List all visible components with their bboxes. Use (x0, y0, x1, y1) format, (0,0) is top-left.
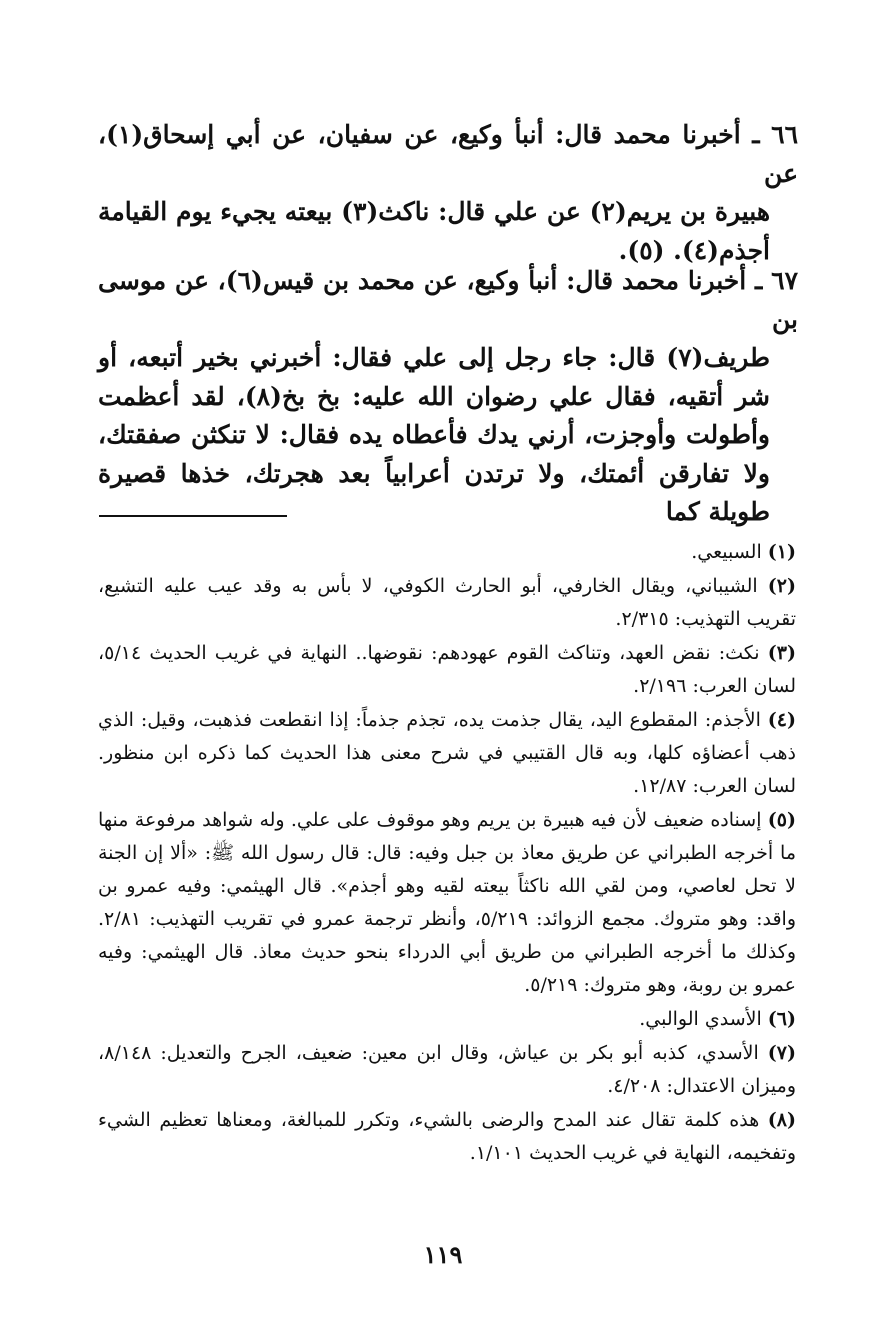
hadith-first-line: ٦٧ ـ أخبرنا محمد قال: أنبأ وكيع، عن محمد بن قيس(٦)، عن موسى بن (98, 266, 799, 334)
hadith-first-line: ٦٦ ـ أخبرنا محمد قال: أنبأ وكيع، عن سفيان، عن أبي إسحاق(١)، عن (98, 120, 798, 188)
footnote-text: نكث: نقض العهد، وتناكث القوم عهودهم: نقوضها.. النهاية في غريب الحديث ٥/١٤، لسان العرب: ٢/١٩٦. (98, 642, 796, 697)
footnote-text: السبيعي. (691, 541, 762, 563)
hadith-text: طريف(٧) قال: جاء رجل إلى علي فقال: أخبرني بخير أتبعه، أو شر أتقيه، فقال علي رضوان الله عليه: بخ بخ(٨)، لقد أعظمت وأطولت وأوجزت، أرني يدك فأعطاه يده فقال: لا تنكثن صفقتك، ولا تفارقن أئمتك، ولا ترتدن أعرابياً بعد هجرتك، خذها قصيرة طويلة كما (98, 343, 770, 526)
footnote-7 (98, 1037, 796, 1103)
footnote-2 (98, 570, 796, 636)
hadith-67 (98, 262, 798, 532)
footnote-number: (٤) (767, 709, 797, 731)
footnote-number: (٧) (767, 1042, 796, 1064)
footnote-6 (98, 1003, 796, 1036)
footnote-3 (98, 637, 796, 703)
footnotes (98, 536, 796, 1170)
footnote-number: (٦) (767, 1008, 796, 1030)
hadith-text: هبيرة بن يريم(٢) عن علي قال: ناكث(٣) بيعته يجيء يوم القيامة أجذم(٤). (٥). (98, 197, 771, 265)
page-number: ١١٩ (423, 1240, 463, 1269)
footnote-number: (١) (767, 541, 796, 563)
footnote-text: الأسدي، كذبه أبو بكر بن عياش، وقال ابن معين: ضعيف، الجرح والتعديل: ٨/١٤٨، وميزان الاعتدال: ٤/٢٠٨. (98, 1042, 796, 1097)
footnote-number: (٥) (767, 809, 797, 831)
hadith-66 (98, 116, 798, 270)
footnote-1 (98, 536, 796, 569)
footnote-divider (99, 515, 287, 517)
footnote-5 (98, 804, 796, 1002)
footnote-text: الأجذم: المقطوع اليد، يقال جذمت يده، تجذم جذماً: إذا انقطعت فذهبت، وقيل: الذي ذهب أعضاؤه كلها، وبه قال القتيبي في شرح معنى هذا الحديث كما ذكره ابن منظور. لسان العرب: ١٢/٨٧. (98, 709, 796, 797)
footnote-number: (٢) (767, 575, 796, 597)
footnote-text: الأسدي الوالبي. (639, 1008, 762, 1030)
footnote-8 (98, 1104, 796, 1170)
footnote-text: الشيباني، ويقال الخارفي، أبو الحارث الكوفي، لا بأس به وقد عيب عليه التشيع، تقريب التهذيب: ٢/٣١٥. (98, 575, 796, 630)
footnote-text: إسناده ضعيف لأن فيه هبيرة بن يريم وهو موقوف على علي. وله شواهد مرفوعة منها ما أخرجه الطبراني عن طريق معاذ بن جبل وفيه: قال: قال رسول الله ﷺ: «ألا إن الجنة لا تحل لعاصي، ومن لقي الله ناكثاً بيعته لقيه وهو أجذم». قال الهيثمي: وفيه عمرو بن واقد: وهو متروك. مجمع الزوائد: ٥/٢١٩، وأنظر ترجمة عمرو في تقريب التهذيب: ٢/٨١. وكذلك ما أخرجه الطبراني من طريق أبي الدرداء بنحو حديث معاذ. قال الهيثمي: وفيه عمرو بن روبة، وهو متروك: ٥/٢١٩. (98, 809, 796, 996)
footnote-text: هذه كلمة تقال عند المدح والرضى بالشيء، وتكرر للمبالغة، ومعناها تعظيم الشيء وتفخيمه، النهاية في غريب الحديث ١/١٠١. (98, 1109, 796, 1164)
footnote-number: (٨) (767, 1109, 796, 1131)
footnote-number: (٣) (767, 642, 797, 664)
footnote-4 (98, 704, 796, 803)
